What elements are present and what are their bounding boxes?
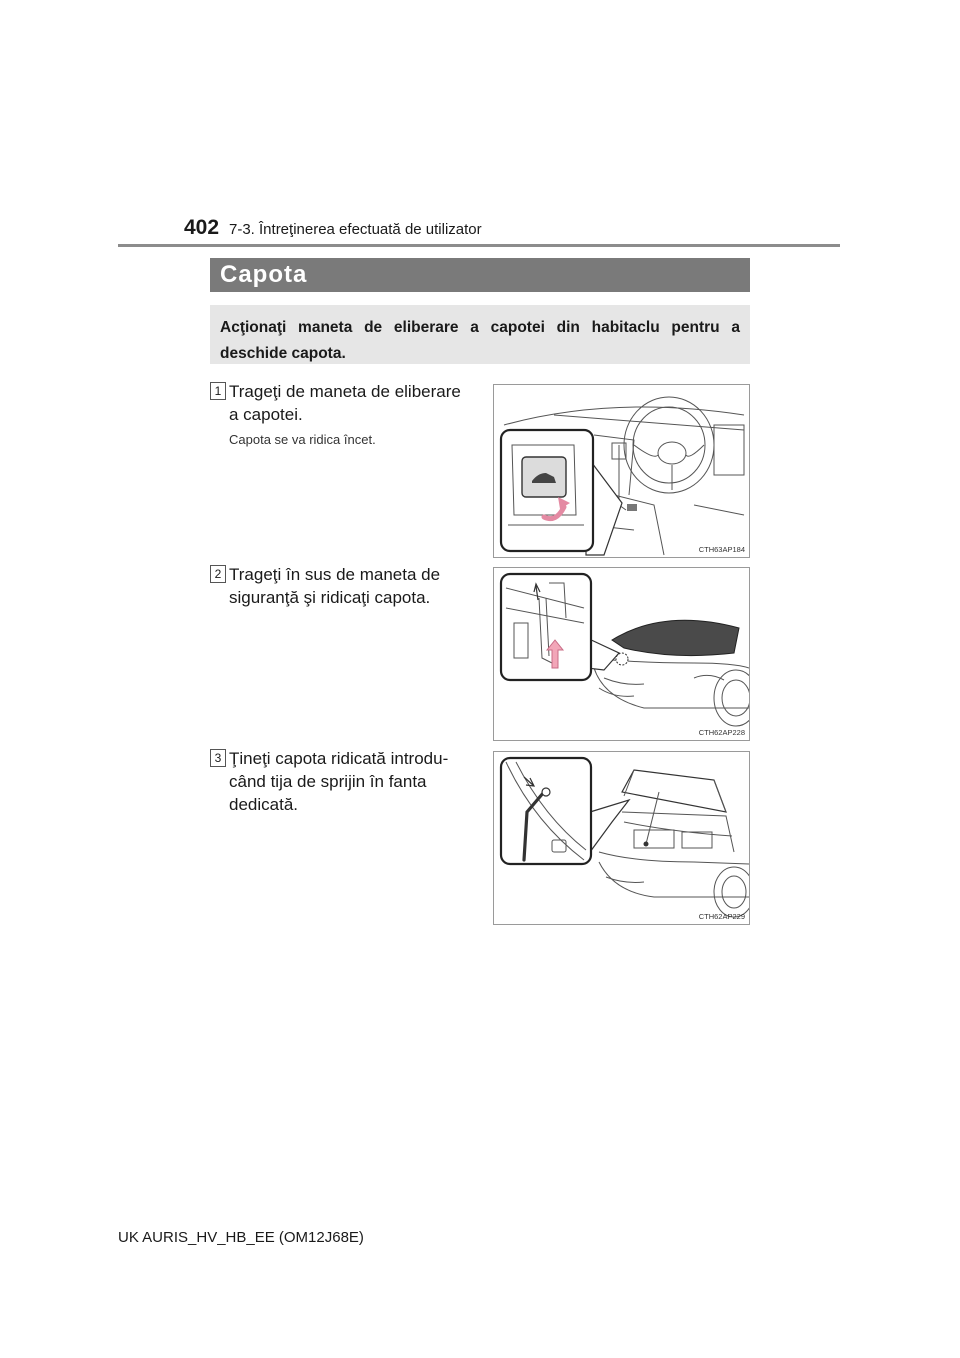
step-number-3: 3 xyxy=(210,749,226,767)
page-number: 402 xyxy=(184,216,220,239)
step-3-text xyxy=(229,747,448,816)
support-rod-illustration xyxy=(494,752,750,925)
intro-text: Acţionaţi maneta de eliberare a capotei din habitaclu pentru a deschide capota. xyxy=(220,319,740,362)
figure-code-2: CTH62AP228 xyxy=(698,728,745,737)
figure-hood-support-rod xyxy=(493,751,750,925)
section-title-bar xyxy=(210,258,750,292)
step-3-line-1: Ţineţi capota ridicată introdu- xyxy=(229,749,449,768)
section-title: Capota xyxy=(220,261,308,288)
step-number-1: 1 xyxy=(210,382,226,400)
figure-hood-safety-catch xyxy=(493,567,750,741)
figure-hood-release-lever xyxy=(493,384,750,558)
step-3-line-2: când tija de sprijin în fanta xyxy=(229,772,427,791)
step-number-2: 2 xyxy=(210,565,226,583)
figure-code-1: CTH63AP184 xyxy=(698,545,745,554)
figure-code-3: CTH62AP229 xyxy=(698,912,745,921)
chapter-title: 7-3. Întreţinerea efectuată de utilizator xyxy=(229,221,482,238)
step-2-line-1: Trageţi în sus de maneta de xyxy=(229,565,441,584)
header-rule xyxy=(118,244,840,247)
safety-catch-illustration xyxy=(494,568,750,741)
step-1-text xyxy=(229,380,461,426)
step-2-line-2: siguranţă şi ridicaţi capota. xyxy=(229,588,431,607)
step-1-line-2: a capotei. xyxy=(229,405,303,424)
document-code: UK AURIS_HV_HB_EE (OM12J68E) xyxy=(118,1229,364,1246)
step-1-note: Capota se va ridica încet. xyxy=(229,432,376,447)
intro-box xyxy=(210,305,750,364)
hood-release-illustration xyxy=(494,385,750,558)
step-1-line-1: Trageţi de maneta de eliberare xyxy=(229,382,461,401)
step-2-text xyxy=(229,563,440,609)
step-3-line-3: dedicată. xyxy=(229,795,298,814)
